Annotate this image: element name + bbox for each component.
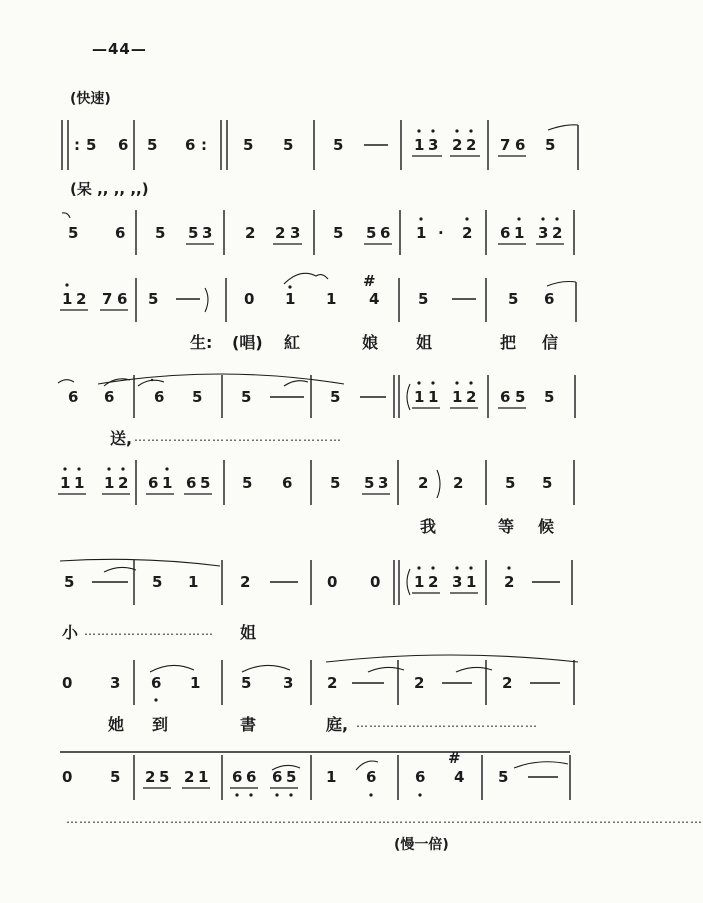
lyric-role-sheng: 生: <box>190 333 213 352</box>
svg-text:1: 1 <box>62 290 73 308</box>
svg-text:6: 6 <box>544 290 555 308</box>
svg-text:5: 5 <box>241 674 252 692</box>
lyric-char: 書 <box>240 715 257 734</box>
svg-text:5: 5 <box>200 474 211 492</box>
svg-text:1: 1 <box>428 388 439 406</box>
lyric-line-1: (呆 ,, ,, ,,) <box>70 180 149 198</box>
svg-text:1: 1 <box>326 768 337 786</box>
svg-text:5: 5 <box>241 388 252 406</box>
svg-text:2: 2 <box>145 768 156 786</box>
tempo-marking-end: (慢一倍) <box>394 837 449 853</box>
svg-text:6: 6 <box>232 768 243 786</box>
lyric-char: 到 <box>152 715 169 734</box>
svg-text:0: 0 <box>244 290 255 308</box>
svg-text:5: 5 <box>498 768 509 786</box>
svg-text:5: 5 <box>545 136 556 154</box>
svg-text:5: 5 <box>242 474 253 492</box>
svg-text:2: 2 <box>453 474 464 492</box>
svg-text:1: 1 <box>514 224 525 242</box>
lyric-char: 姐 <box>416 333 433 352</box>
svg-text:0: 0 <box>62 768 73 786</box>
svg-text:3: 3 <box>283 674 294 692</box>
svg-text:2: 2 <box>466 388 477 406</box>
svg-text:1: 1 <box>60 474 71 492</box>
svg-text:2: 2 <box>452 136 463 154</box>
svg-text:5: 5 <box>515 388 526 406</box>
lyric-dotted-line: …………………………………… <box>356 716 538 730</box>
svg-text:2: 2 <box>462 224 473 242</box>
lyric-sing-marker: (唱) <box>232 333 263 352</box>
svg-text:7: 7 <box>500 136 511 154</box>
svg-text:5: 5 <box>64 573 75 591</box>
svg-text:6: 6 <box>415 768 426 786</box>
svg-text:0: 0 <box>327 573 338 591</box>
svg-text:5: 5 <box>286 768 297 786</box>
svg-text:1: 1 <box>326 290 337 308</box>
svg-text:6: 6 <box>500 388 511 406</box>
svg-text:5: 5 <box>330 474 341 492</box>
svg-text:1: 1 <box>466 573 477 591</box>
score-row-5 <box>58 460 574 505</box>
svg-text:2: 2 <box>414 674 425 692</box>
svg-text::: : <box>201 136 207 154</box>
lyric-char: 候 <box>538 517 555 536</box>
svg-text:6: 6 <box>118 136 129 154</box>
svg-text:1: 1 <box>74 474 85 492</box>
svg-text:4: 4 <box>369 290 380 308</box>
svg-text:1: 1 <box>414 573 425 591</box>
lyric-char: 把 <box>500 333 517 352</box>
svg-text:#: # <box>363 272 376 290</box>
lyric-char: 庭, <box>326 715 349 734</box>
svg-text:5: 5 <box>110 768 121 786</box>
svg-text:7: 7 <box>102 290 113 308</box>
svg-text:2: 2 <box>240 573 251 591</box>
svg-text:1: 1 <box>452 388 463 406</box>
svg-text:1: 1 <box>198 768 209 786</box>
svg-text:3: 3 <box>202 224 213 242</box>
svg-text:2: 2 <box>184 768 195 786</box>
svg-text:3: 3 <box>452 573 463 591</box>
lyric-dotted-line: ………………………… <box>84 624 214 638</box>
svg-text:2: 2 <box>275 224 286 242</box>
svg-text:5: 5 <box>333 136 344 154</box>
score-row-7 <box>62 655 578 705</box>
svg-text:5: 5 <box>333 224 344 242</box>
svg-text:6: 6 <box>380 224 391 242</box>
svg-text:#: # <box>448 749 461 767</box>
svg-text:2: 2 <box>245 224 256 242</box>
svg-text:1: 1 <box>162 474 173 492</box>
svg-text:6: 6 <box>186 474 197 492</box>
score-row-8 <box>60 749 570 800</box>
svg-text:3: 3 <box>110 674 121 692</box>
lyric-char: 我 <box>420 517 437 536</box>
svg-text:6: 6 <box>366 768 377 786</box>
tempo-marking-start: (快速) <box>70 91 111 107</box>
svg-text:5: 5 <box>418 290 429 308</box>
svg-text:5: 5 <box>364 474 375 492</box>
lyric-dotted-line: ………………………………………… <box>134 430 342 444</box>
svg-text:2: 2 <box>552 224 563 242</box>
svg-text:5: 5 <box>283 136 294 154</box>
svg-text:5: 5 <box>86 136 97 154</box>
svg-text:3: 3 <box>428 136 439 154</box>
svg-text:1: 1 <box>414 136 425 154</box>
page-number: —44— <box>92 40 147 58</box>
svg-text:2: 2 <box>418 474 429 492</box>
svg-text:6: 6 <box>272 768 283 786</box>
svg-text:2: 2 <box>327 674 338 692</box>
score-row-6 <box>60 559 572 605</box>
lyric-char: 姐 <box>240 623 257 642</box>
svg-text:3: 3 <box>378 474 389 492</box>
svg-text:5: 5 <box>68 224 79 242</box>
svg-text:2: 2 <box>466 136 477 154</box>
svg-text:5: 5 <box>159 768 170 786</box>
svg-text:6: 6 <box>151 674 162 692</box>
svg-text:6: 6 <box>282 474 293 492</box>
svg-text:5: 5 <box>366 224 377 242</box>
svg-text:6: 6 <box>104 388 115 406</box>
lyric-char: 等 <box>498 517 515 536</box>
svg-text:1: 1 <box>104 474 115 492</box>
svg-text:6: 6 <box>154 388 165 406</box>
svg-text:5: 5 <box>192 388 203 406</box>
repeat-dots: : <box>74 136 80 154</box>
svg-text:0: 0 <box>370 573 381 591</box>
svg-text:2: 2 <box>504 573 515 591</box>
svg-text:6: 6 <box>515 136 526 154</box>
lyric-char: 她 <box>108 715 125 734</box>
svg-text:1: 1 <box>188 573 199 591</box>
svg-text:6: 6 <box>117 290 128 308</box>
svg-text:5: 5 <box>147 136 158 154</box>
svg-text:6: 6 <box>68 388 79 406</box>
lyric-dotted-line: ………………………………………………………………………………………………………………………………… <box>66 812 703 826</box>
lyric-char: 送, <box>110 429 133 448</box>
svg-text:5: 5 <box>155 224 166 242</box>
svg-text:5: 5 <box>544 388 555 406</box>
svg-text:5: 5 <box>542 474 553 492</box>
svg-text:1: 1 <box>416 224 427 242</box>
lyric-char: 小 <box>62 623 79 642</box>
svg-text:0: 0 <box>62 674 73 692</box>
svg-text:2: 2 <box>118 474 129 492</box>
score-row-1 <box>62 120 578 170</box>
score-row-4 <box>58 374 575 418</box>
svg-text:6: 6 <box>500 224 511 242</box>
svg-text:5: 5 <box>330 388 341 406</box>
svg-text:4: 4 <box>454 768 465 786</box>
svg-text:5: 5 <box>148 290 159 308</box>
svg-text:5: 5 <box>152 573 163 591</box>
svg-text:1: 1 <box>190 674 201 692</box>
svg-text:·: · <box>438 224 444 242</box>
lyric-char: 紅 <box>284 333 301 352</box>
svg-text:2: 2 <box>428 573 439 591</box>
svg-text:5: 5 <box>508 290 519 308</box>
svg-text:6: 6 <box>185 136 196 154</box>
score-row-2 <box>62 210 574 255</box>
lyric-char: 娘 <box>362 333 379 352</box>
lyric-char: 信 <box>542 333 559 352</box>
svg-text:1: 1 <box>414 388 425 406</box>
svg-text:1: 1 <box>285 290 296 308</box>
svg-text:2: 2 <box>76 290 87 308</box>
svg-text:5: 5 <box>188 224 199 242</box>
svg-text:5: 5 <box>505 474 516 492</box>
svg-text:5: 5 <box>243 136 254 154</box>
svg-text:6: 6 <box>148 474 159 492</box>
svg-text:3: 3 <box>538 224 549 242</box>
svg-text:6: 6 <box>115 224 126 242</box>
svg-text:3: 3 <box>290 224 301 242</box>
svg-text:6: 6 <box>246 768 257 786</box>
svg-text:2: 2 <box>502 674 513 692</box>
score-row-3 <box>60 272 576 322</box>
